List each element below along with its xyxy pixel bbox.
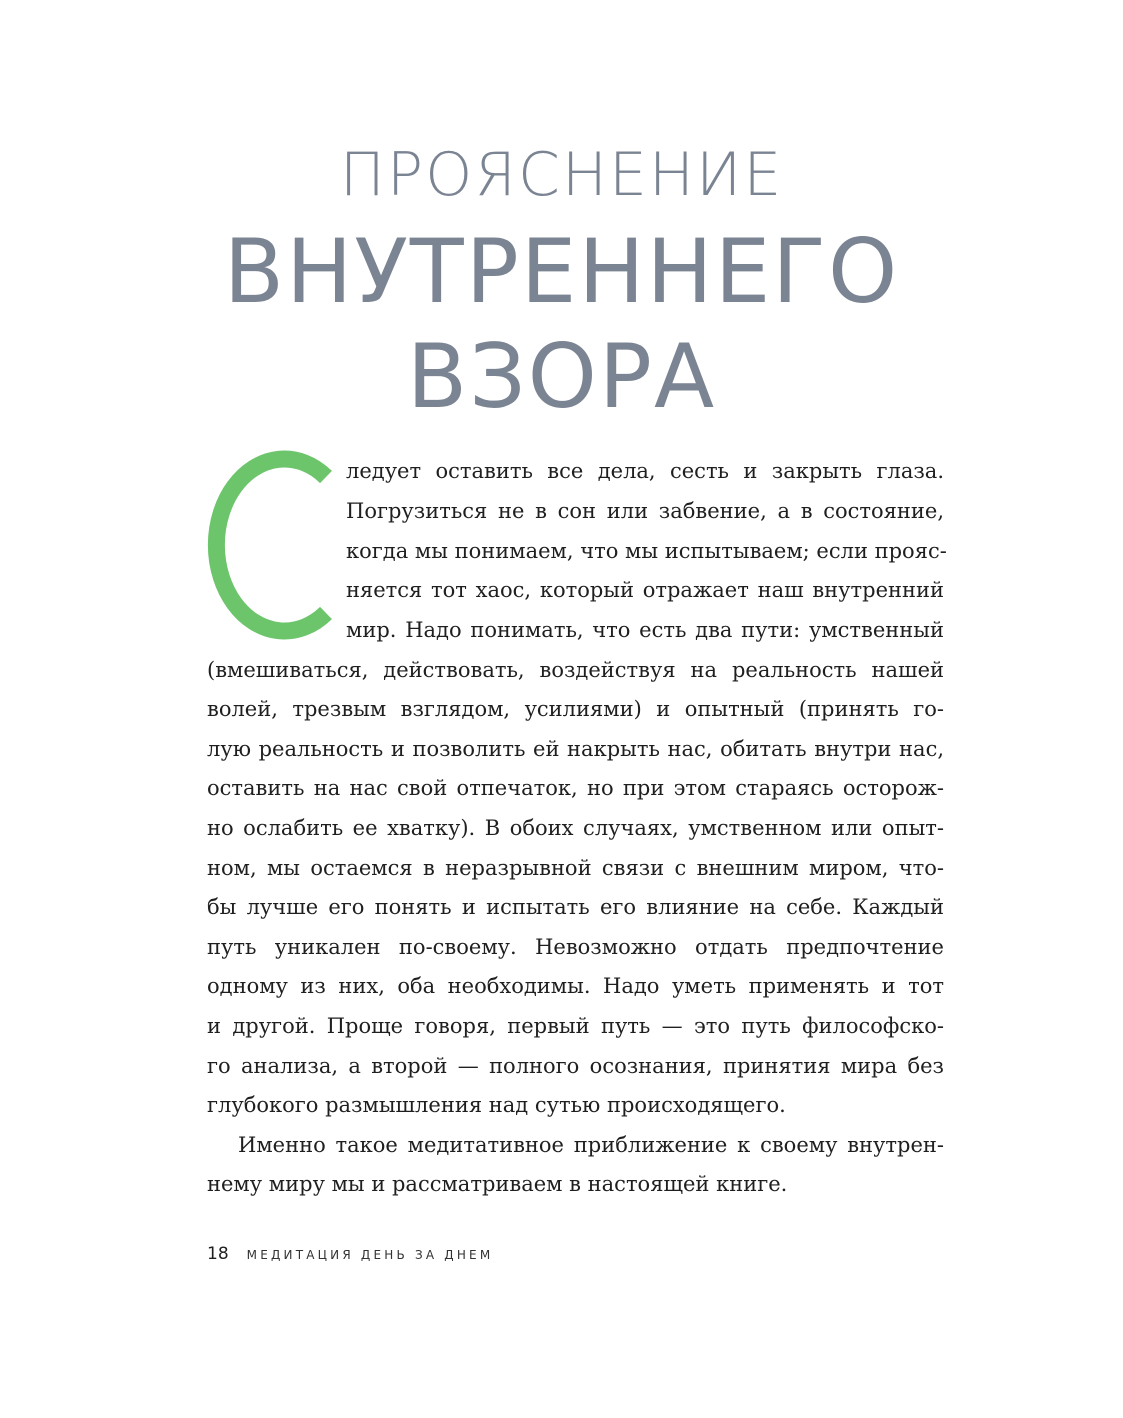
paragraph-1-line-9: оставить на нас свой отпечаток, но при этом стараясь осторож- [207,776,944,800]
paragraph-2-line-1: Именно такое медитативное приближение к своему внутрен- [238,1133,944,1157]
paragraph-1-line-4: няется тот хаос, который отражает наш внутренний [346,578,944,602]
paragraph-2-line-2: нему миру мы и рассматриваем в настоящей книге. [207,1172,788,1196]
paragraph-1-line-7: волей, трезвым взглядом, усилиями) и опытный (принять го- [207,697,944,721]
running-title: МЕДИТАЦИЯ ДЕНЬ ЗА ДНЕМ [246,1248,494,1262]
chapter-title-line-2: ВНУТРЕННЕГО [223,220,900,323]
paragraph-1-line-15: и другой. Проще говоря, первый путь — это путь философско- [207,1014,944,1038]
page-footer [207,1244,493,1264]
paragraph-1-line-5: мир. Надо понимать, что есть два пути: умственный [346,618,944,642]
dropcap-letter [198,445,338,645]
paragraph-1-line-17: глубокого размышления над сутью происходящего. [207,1093,786,1117]
paragraph-1-line-1: ледует оставить все дела, сесть и закрыть глаза. [346,459,944,483]
chapter-title-line-3: ВЗОРА [406,325,717,428]
paragraph-1-line-2: Погрузиться не в сон или забвение, а в состояние, [346,499,944,523]
dropcap-c-shape [216,459,326,631]
paragraph-1-line-8: лую реальность и позволить ей накрыть нас, обитать внутри нас, [207,737,944,761]
chapter-title-line-1: ПРОЯСНЕНИЕ [339,140,784,210]
paragraph-1-line-6: (вмешиваться, действовать, воздействуя на реальность нашей [207,658,944,682]
paragraph-1-line-12: бы лучше его понять и испытать его влияние на себе. Каждый [207,895,944,919]
paragraph-1-line-13: путь уникален по-своему. Невозможно отдать предпочтение [207,935,944,959]
paragraph-1-line-3: когда мы понимаем, что мы испытываем; если прояс- [346,539,947,563]
paragraph-1-line-10: но ослабить ее хватку). В обоих случаях, умственном или опыт- [207,816,944,840]
page-number: 18 [207,1244,229,1264]
paragraph-1-line-14: одному из них, оба необходимы. Надо уметь применять и тот [207,974,944,998]
paragraph-1-line-16: го анализа, а второй — полного осознания, принятия мира без [207,1054,944,1078]
paragraph-1-line-11: ном, мы остаемся в неразрывной связи с внешним миром, что- [207,856,944,880]
